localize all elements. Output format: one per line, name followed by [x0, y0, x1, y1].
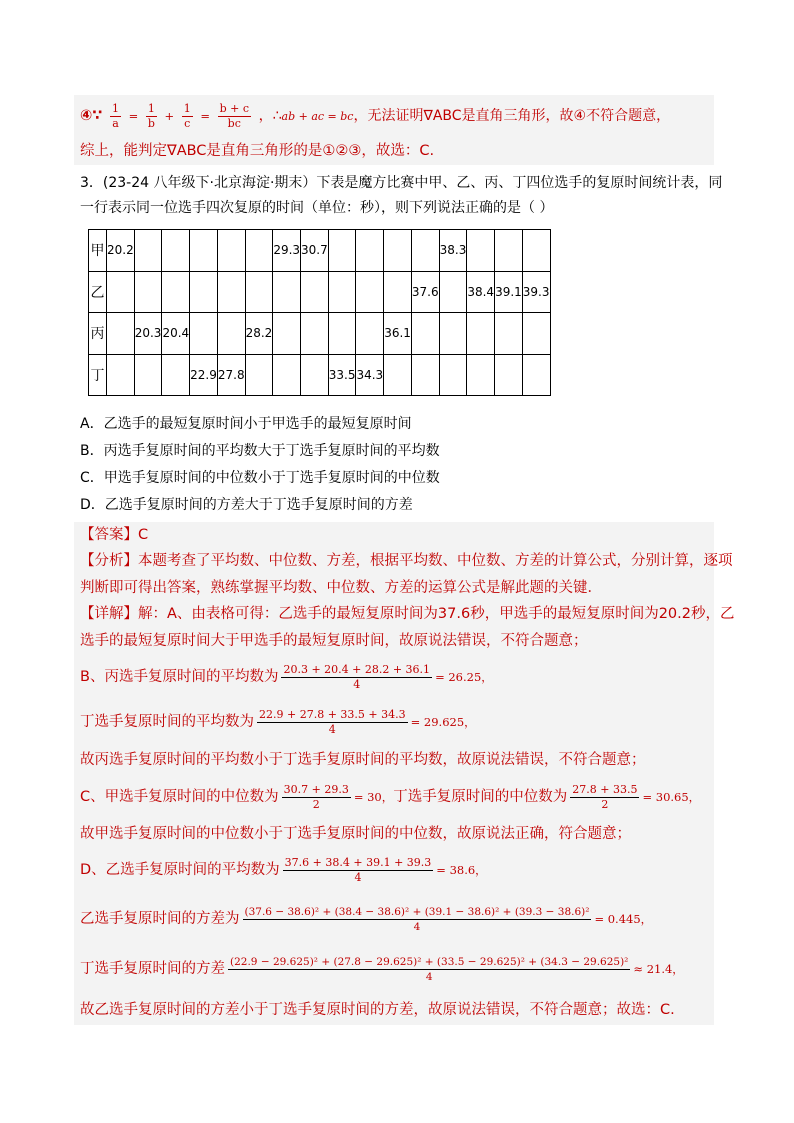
table-cell [245, 230, 273, 272]
table-cell [162, 271, 190, 313]
table-cell [245, 271, 273, 313]
table-cell [467, 313, 495, 355]
table-cell [217, 313, 245, 355]
table-cell: 37.6 [411, 271, 439, 313]
table-cell: 20.4 [162, 313, 190, 355]
table-cell [273, 313, 301, 355]
table-cell [439, 354, 467, 396]
table-cell: 33.5 [328, 354, 356, 396]
table-cell [301, 354, 329, 396]
table-cell [439, 271, 467, 313]
table-cell [439, 313, 467, 355]
table-cell [328, 271, 356, 313]
c-conclusion: 故甲选手复原时间的中位数小于丁选手复原时间的中位数，故原说法正确，符合题意； [80, 826, 631, 842]
table-cell [301, 313, 329, 355]
frac-bc: $\frac{b + c}{bc}$ [219, 101, 249, 130]
analysis-line-1: 【分析】本题考查了平均数、中位数、方差，根据平均数、中位数、方差的计算公式，分别计算，逐项 [80, 553, 733, 569]
table-cell: 28.2 [245, 313, 273, 355]
detail-line-1: 【详解】解：A、由表格可得：乙选手的最短复原时间为37.6秒，甲选手的最短复原时间为20.2秒，乙 [80, 606, 735, 622]
table-row [89, 313, 551, 355]
table-cell: 34.3 [356, 354, 384, 396]
table-cell [301, 271, 329, 313]
detail-line-2: 选手的最短复原时间大于甲选手的最短复原时间，故原说法错误，不符合题意； [80, 633, 588, 649]
d-variance-yi-line: 乙选手复原时间的方差为 (37.6 − 38.6)² + (38.4 − 38.6)² + (39.1 − 38.6)² + (39.3 − 38.6)² 4 = 0.445， [80, 905, 653, 933]
table-cell [134, 230, 162, 272]
table-cell: 39.3 [522, 271, 550, 313]
table-cell [217, 230, 245, 272]
frac-1-c: $\frac{1}{c}$ [183, 101, 191, 130]
table-cell [107, 354, 135, 396]
table-cell [411, 354, 439, 396]
table-cell: 30.7 [301, 230, 329, 272]
row-header: 丁 [89, 354, 107, 396]
row-header: 丙 [89, 313, 107, 355]
table-cell: 22.9 [190, 354, 218, 396]
question-line-1: 3．(23-24 八年级下·北京海淀·期末）下表是魔方比赛中甲、乙、丙、丁四位选手的复原时间统计表，同 [80, 175, 723, 191]
table-cell [134, 354, 162, 396]
ding-mean-line: 丁选手复原时间的平均数为 $\frac{22.9 + 27.8 + 33.5 + 34.3}{4}$ = 29.625， [80, 707, 476, 736]
table-row [89, 230, 551, 272]
table-cell [356, 230, 384, 272]
table-cell: 20.2 [107, 230, 135, 272]
c-median-line: C、甲选手复原时间的中位数为 $\frac{30.7 + 29.3}{2}$ = 30，丁选手复原时间的中位数为 $\frac{27.8 + 33.5}{2}$ = 30.65， [80, 782, 701, 811]
table-cell [356, 271, 384, 313]
table-cell: 29.3 [273, 230, 301, 272]
analysis-tag: 【分析】 [80, 553, 138, 569]
table-cell [328, 313, 356, 355]
option-b: B．丙选手复原时间的平均数大于丁选手复原时间的平均数 [80, 443, 440, 459]
table-cell: 27.8 [217, 354, 245, 396]
d-mean-line: D、乙选手复原时间的平均数为 $\frac{37.6 + 38.4 + 39.1 + 39.3}{4}$ = 38.6， [80, 855, 487, 884]
item4-prefix: ④∵ [80, 108, 103, 124]
b-mean-line: B、丙选手复原时间的平均数为 $\frac{20.3 + 20.4 + 28.2 + 36.1}{4}$ = 26.25， [80, 662, 493, 691]
table-cell [190, 271, 218, 313]
table-cell [245, 354, 273, 396]
table-cell [384, 271, 412, 313]
table-cell [217, 271, 245, 313]
table-cell [134, 271, 162, 313]
table-cell [162, 354, 190, 396]
table-cell [356, 313, 384, 355]
d-conclusion: 故乙选手复原时间的方差小于丁选手复原时间的方差，故原说法错误，不符合题意；故选：C. [80, 1002, 675, 1018]
item4-line: ④∵ $\frac{1}{a}$ = $\frac{1}{b}$ + $\frac{1}{c}$ = $\frac{b + c}{bc}$ ，∴ab + ac = bc，无法证明∇ABC是直角三角形，故④不符合题意， [80, 101, 671, 130]
frac-1-a: $\frac{1}{a}$ [111, 101, 119, 130]
option-a: A．乙选手的最短复原时间小于甲选手的最短复原时间 [80, 416, 412, 432]
table-row [89, 271, 551, 313]
table-row [89, 354, 551, 396]
table-cell [190, 313, 218, 355]
table-cell [522, 313, 550, 355]
table-cell [328, 230, 356, 272]
answer-value: C [138, 527, 149, 543]
frac-1-b: $\frac{1}{b}$ [147, 101, 155, 130]
table-cell [495, 230, 523, 272]
table-cell: 20.3 [134, 313, 162, 355]
table-cell [162, 230, 190, 272]
table-cell [411, 230, 439, 272]
table-cell [384, 230, 412, 272]
table-cell [190, 230, 218, 272]
table-cell [467, 354, 495, 396]
table-cell: 39.1 [495, 271, 523, 313]
row-header: 乙 [89, 271, 107, 313]
table-cell: 38.4 [467, 271, 495, 313]
option-d: D．乙选手复原时间的方差大于丁选手复原时间的方差 [80, 497, 413, 513]
analysis-line-2: 判断即可得出答案，熟练掌握平均数、中位数、方差的运算公式是解此题的关键． [80, 580, 602, 596]
table-cell [522, 230, 550, 272]
table-cell [384, 354, 412, 396]
table-cell [273, 354, 301, 396]
table-cell: 36.1 [384, 313, 412, 355]
table-cell: 38.3 [439, 230, 467, 272]
d-variance-ding-line: 丁选手复原时间的方差 (22.9 − 29.625)² + (27.8 − 29.625)² + (33.5 − 29.625)² + (34.3 − 29.625)² 4 ≈ 21.4， [80, 955, 684, 983]
data-table [88, 229, 551, 396]
table-cell [495, 313, 523, 355]
option-c: C．甲选手复原时间的中位数小于丁选手复原时间的中位数 [80, 470, 440, 486]
table-cell [467, 230, 495, 272]
summary-line: 综上，能判定∇ABC是直角三角形的是①②③，故选：C. [80, 143, 435, 159]
table-cell [107, 271, 135, 313]
table-cell [522, 354, 550, 396]
answer-tag: 【答案】 [80, 527, 138, 543]
row-header: 甲 [89, 230, 107, 272]
table-cell [495, 354, 523, 396]
table-cell [273, 271, 301, 313]
answer-line [80, 525, 148, 545]
table-cell [411, 313, 439, 355]
table-cell [107, 313, 135, 355]
question-line-2: 一行表示同一位选手四次复原的时间（单位：秒），则下列说法正确的是（ ） [80, 200, 554, 216]
b-conclusion: 故丙选手复原时间的平均数小于丁选手复原时间的平均数，故原说法错误，不符合题意； [80, 752, 646, 768]
item4-text: ，∴ab + ac = bc，无法证明∇ABC是直角三角形，故④不符合题意， [258, 108, 671, 124]
detail-tag: 【详解】 [80, 606, 138, 622]
